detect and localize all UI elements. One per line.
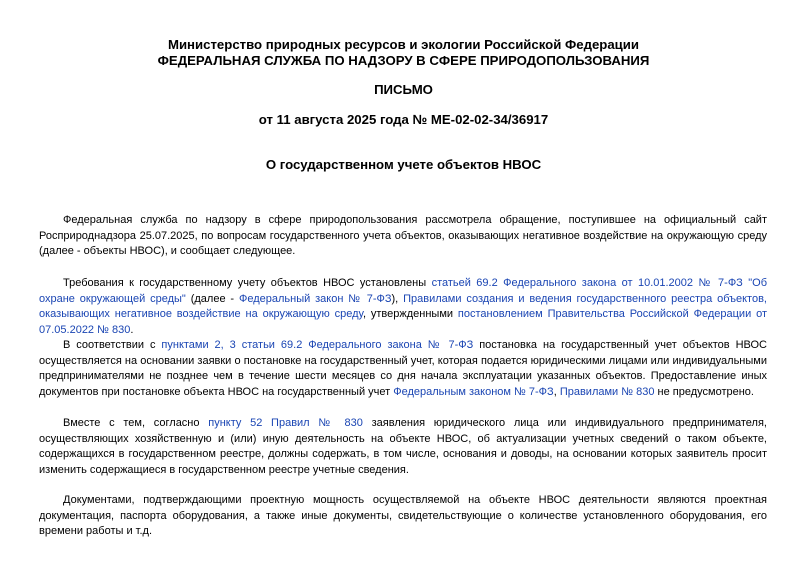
paragraph-3-text-3: , <box>553 386 560 399</box>
link-points-2-3-article-69-2[interactable]: пунктами 2, 3 статьи 69.2 Федерального закона № 7-ФЗ <box>161 339 474 351</box>
document-number: от 11 августа 2025 года № МЕ-02-02-34/36917 <box>258 112 549 127</box>
paragraph-2-text-4: , утвержденными <box>362 308 458 321</box>
paragraph-2-text-1: Требования к государственному учету объектов НВОС установлены <box>63 277 432 289</box>
document-subject: О государственном учете объектов НВОС <box>265 157 542 172</box>
link-article-69-2[interactable]: статьей 69.2 Федерального закона от 10.01.2002 № 7-ФЗ "Об охране окружающей среды" <box>39 277 768 305</box>
paragraph-1-text: Федеральная служба по надзору в сфере природопользования рассмотрела обращение, поступившее на официальный сайт Росприроднадзора 25.07.2025, по вопросам государственного учета объектов, оказывающих негативное воздействие на окружающую среду (далее - объекты НВОС), и сообщает следующее. <box>39 214 767 258</box>
paragraph-3-text-1: В соответствии с <box>63 339 162 351</box>
paragraph-2 <box>39 276 767 339</box>
paragraph-3 <box>39 338 767 401</box>
link-registry-rules[interactable]: Правилами создания и ведения государственного реестра объектов, оказывающих негативное воздействие на окружающую среду <box>39 292 767 321</box>
paragraph-4-text-2: заявления юридического лица или индивидуального предпринимателя, осуществляющих хозяйственную и (или) иную деятельность на объекте НВОС, об актуализации учетных сведений о таком объекте, содержащихся в государственном реестре, должны содержать, в том числе, основания и доводы, на основании которых заявитель просит изменить содержащиеся в государственном реестре учетные сведения. <box>39 417 767 477</box>
paragraph-3-text-2: постановка на государственный учет объектов НВОС осуществляется на основании заявки о постановке на государственный учет, которая подается юридическими лицами или индивидуальными предпринимателями не позднее чем в течение шести месяцев со дня начала эксплуатации указанных объектов. Предоставление иных документов при постановке объекта НВОС на государственный учет <box>39 339 768 399</box>
paragraph-2-text-5: . <box>130 324 134 337</box>
paragraph-4-text-1: Вместе с тем, согласно <box>63 417 209 429</box>
paragraph-5 <box>39 493 767 540</box>
paragraph-5-text: Документами, подтверждающими проектную мощность осуществляемой на объекте НВОС деятельности являются проектная документация, паспорта оборудования, а также иные документы, свидетельствующие о количестве установленного оборудования, его времени работы и т.д. <box>39 494 767 538</box>
link-rules-830[interactable]: Правилами № 830 <box>559 386 655 399</box>
link-federal-law-7fz[interactable]: Федеральным законом № 7-ФЗ <box>393 386 554 399</box>
ministry-title: Министерство природных ресурсов и экологии Российской Федерации <box>167 37 640 52</box>
service-title: ФЕДЕРАЛЬНАЯ СЛУЖБА ПО НАДЗОРУ В СФЕРЕ ПРИРОДОПОЛЬЗОВАНИЯ <box>157 53 650 68</box>
paragraph-1 <box>39 213 767 260</box>
paragraph-2-text-2: (далее - <box>185 292 239 305</box>
link-federal-law-7fz[interactable]: Федеральный закон № 7-ФЗ <box>238 292 392 305</box>
document-type: ПИСЬМО <box>374 82 433 97</box>
link-point-52-rules-830[interactable]: пункту 52 Правил № 830 <box>208 417 363 429</box>
paragraph-2-text-3: ), <box>391 292 404 305</box>
paragraph-4 <box>39 416 767 479</box>
paragraph-3-text-4: не предусмотрено. <box>654 386 754 399</box>
link-government-resolution-830[interactable]: постановлением Правительства Российской Федерации от 07.05.2022 № 830 <box>39 308 767 337</box>
